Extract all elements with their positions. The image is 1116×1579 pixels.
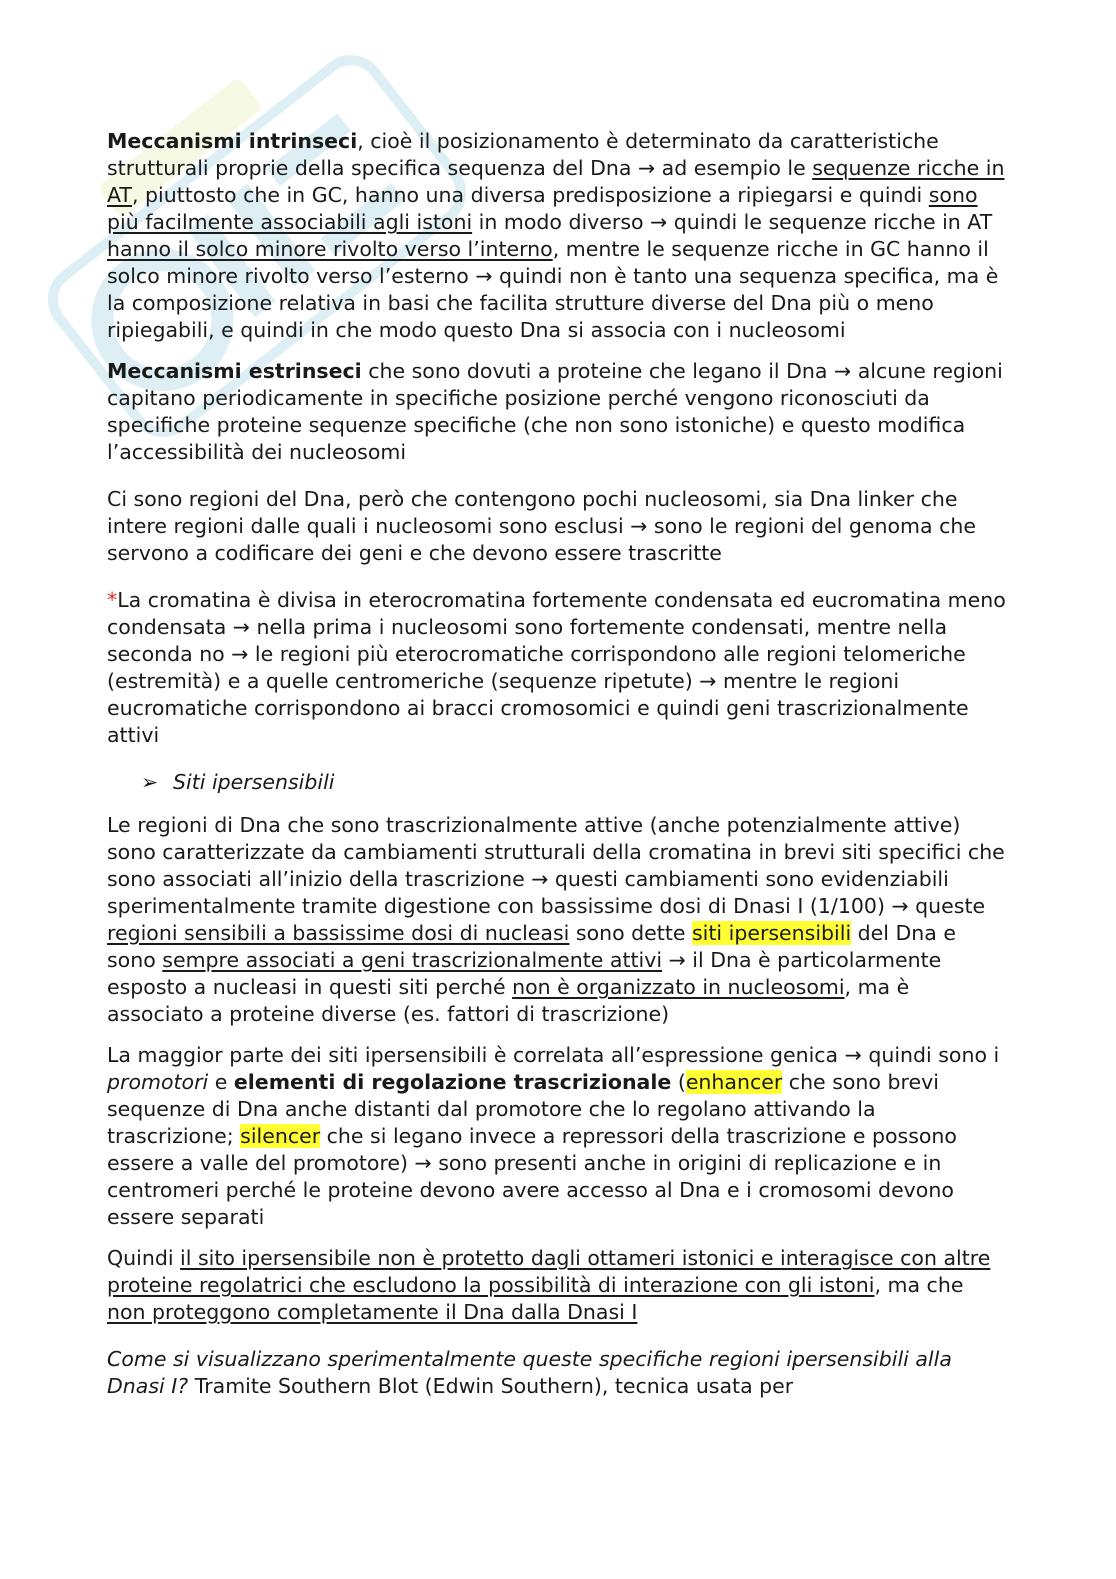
paragraph-southern-blot: Come si visualizzano sperimentalmente queste specifiche regioni ipersensibili alla Dnasi I? Tramite Southern Blot (Edwin Southern), tecnica usata per [107, 1347, 952, 1398]
paragraph-intrinsic-mechanisms: Meccanismi intrinseci, cioè il posizionamento è determinato da caratteristiche strutturali proprie della specifica sequenza del Dna → ad esempio le sequenze ricche in AT, piuttosto che in GC, hanno una diversa predisposizione a ripiegarsi e quindi sono più facilmente associabili agli istoni in modo diverso → quindi le sequenze ricche in AT hanno il solco minore rivolto verso l’interno, mentre le sequenze ricche in GC hanno il solco minore rivolto verso l’esterno → quindi non è tanto una sequenza specifica, ma è la composizione relativa in basi che facilita strutture diverse del Dna più o meno ripiegabili, e quindi in che modo questo Dna si associa con i nucleosomi [107, 129, 1005, 342]
paragraph-chromatin: *La cromatina è divisa in eterocromatina fortemente condensata ed eucromatina meno condensata → nella prima i nucleosomi sono fortemente condensati, mentre nella seconda no → le regioni più eterocromatiche corrispondono alle regioni telomeriche (estremità) e a quelle centromeriche (sequenze ripetute) → mentre le regioni eucromatiche corrispondono ai bracci cromosomici e quindi geni trascrizionalmente attivi [107, 588, 1006, 747]
paragraph-extrinsic-mechanisms: Meccanismi estrinseci che sono dovuti a proteine che legano il Dna → alcune regioni capitano periodicamente in specifiche posizione perché vengono riconosciuti da specifiche proteine sequenze specifiche (che non sono istoniche) e questo modifica l’accessibilità dei nucleosomi [107, 359, 1003, 464]
highlight: silencer [240, 1124, 321, 1148]
paragraph-hypersensitive-sites: Le regioni di Dna che sono trascrizionalmente attive (anche potenzialmente attive) sono caratterizzate da cambiamenti strutturali della cromatina in brevi siti specifici che sono associati all’inizio della trascrizione → questi cambiamenti sono evidenziabili sperimentalmente tramite digestione con bassissime dosi di Dnasi I (1/100) → queste regioni sensibili a bassissime dosi di nucleasi sono dette siti ipersensibili del Dna e sono sempre associati a geni trascrizionalmente attivi → il Dna è particolarmente esposto a nucleasi in questi siti perché non è organizzato in nucleosomi, ma è associato a proteine diverse (es. fattori di trascrizione) [107, 813, 1005, 1026]
paragraph-gene-expression: La maggior parte dei siti ipersensibili è correlata all’espressione genica → quindi sono i promotori e elementi di regolazione trascrizionale (enhancer che sono brevi sequenze di Dna anche distanti dal promotore che lo regolano attivando la trascrizione; silencer che si legano invece a repressori della trascrizione e possono essere a valle del promotore) → sono presenti anche in origini di replicazione e in centromeri perché le proteine devono avere accesso al Dna e i cromosomi devono essere separati [107, 1043, 1000, 1229]
bullet-heading: ➢ Siti ipersensibili [141, 770, 335, 794]
document-body [107, 128, 1007, 1414]
arrow-bullet-icon: ➢ [141, 770, 159, 794]
highlight: enhancer [685, 1070, 783, 1094]
paragraph-dna-regions: Ci sono regioni del Dna, però che contengono pochi nucleosomi, sia Dna linker che intere regioni dalle quali i nucleosomi sono esclusi → sono le regioni del genoma che servono a codificare dei geni e che devono essere trascritte [107, 487, 976, 565]
bold-term: Meccanismi estrinseci [107, 359, 362, 383]
asterisk-mark: * [107, 588, 118, 612]
paragraph-conclusion: Quindi il sito ipersensibile non è protetto dagli ottameri istonici e interagisce con altre proteine regolatrici che escludono la possibilità di interazione con gli istoni, ma che non proteggono completamente il Dna dalla Dnasi I [107, 1246, 991, 1324]
bold-term: Meccanismi intrinseci [107, 129, 358, 153]
highlight: siti ipersensibili [692, 921, 852, 945]
